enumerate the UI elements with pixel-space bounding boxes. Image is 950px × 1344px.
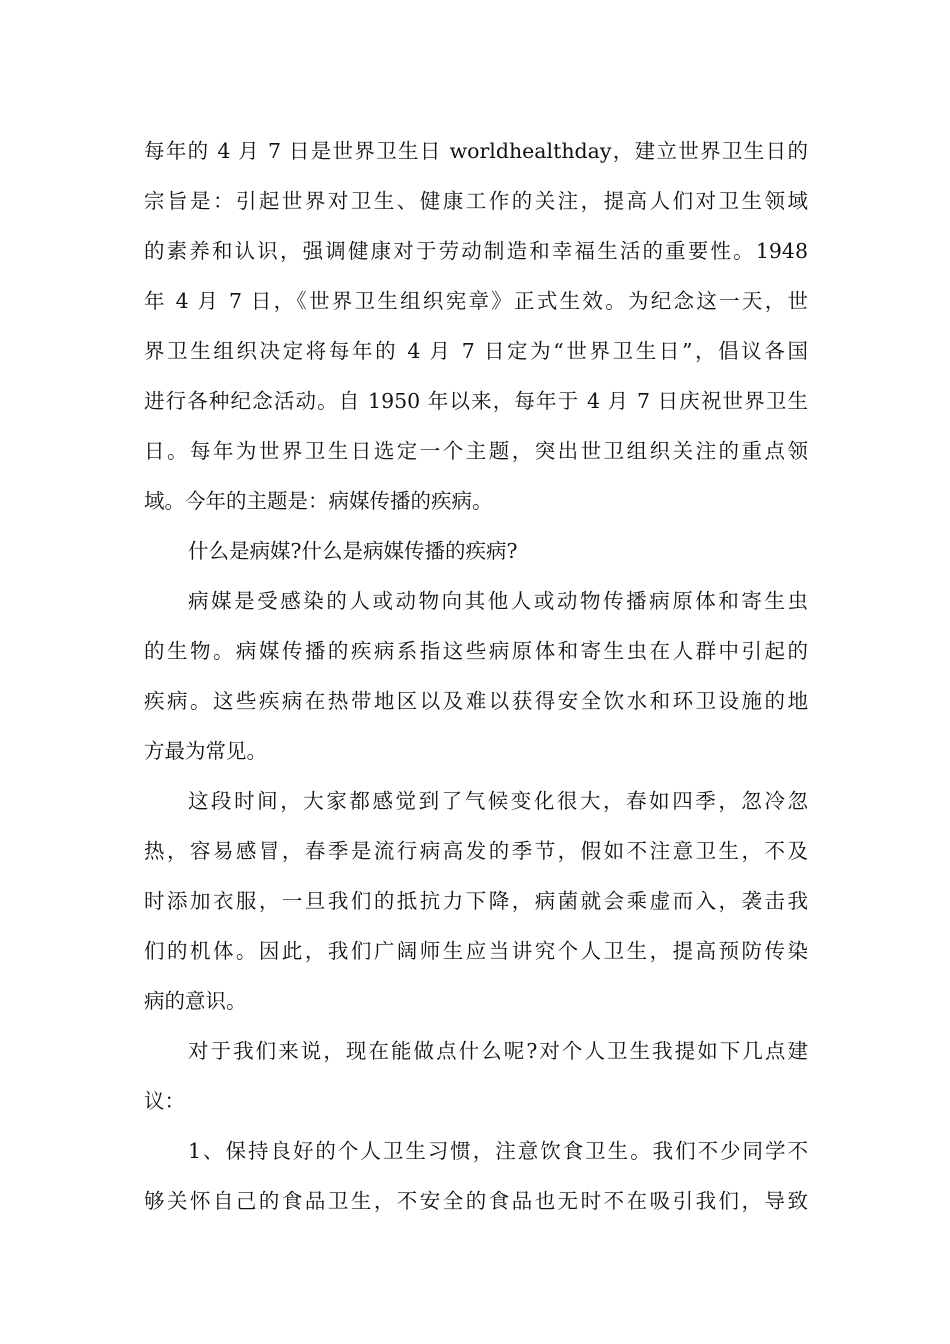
paragraph-world-health-day: [144, 126, 808, 526]
text-line: 每年的 4 月 7 日是世界卫生日 worldhealthday，建立世界卫生日的: [144, 139, 808, 163]
text-line: 对于我们来说，现在能做点什么呢?对个人卫生我提如下几点建: [188, 1039, 808, 1063]
text-line: 日。每年为世界卫生日选定一个主题，突出世卫组织关注的重点领: [144, 439, 808, 463]
paragraph-question: [144, 526, 808, 576]
text-line: 什么是病媒?什么是病媒传播的疾病?: [188, 539, 518, 563]
text-line: 方最为常见。: [144, 739, 267, 763]
document-body: [144, 126, 808, 1226]
text-line: 够关怀自己的食品卫生，不安全的食品也无时不在吸引我们，导致: [144, 1189, 808, 1213]
text-line: 时添加衣服，一旦我们的抵抗力下降，病菌就会乘虚而入，袭击我: [144, 889, 808, 913]
text-line: 界卫生组织决定将每年的 4 月 7 日定为“世界卫生日”，倡议各国: [144, 339, 808, 363]
paragraph-suggestion-1: [144, 1126, 808, 1226]
text-line: 年 4 月 7 日，《世界卫生组织宪章》正式生效。为纪念这一天，世: [144, 289, 808, 313]
text-line: 1、保持良好的个人卫生习惯，注意饮食卫生。我们不少同学不: [188, 1139, 808, 1163]
text-line: 热，容易感冒，春季是流行病高发的季节，假如不注意卫生，不及: [144, 839, 808, 863]
text-line: 域。今年的主题是：病媒传播的疾病。: [144, 489, 493, 513]
text-line: 的生物。病媒传播的疾病系指这些病原体和寄生虫在人群中引起的: [144, 639, 808, 663]
paragraph-spring-climate: [144, 776, 808, 1026]
text-line: 这段时间，大家都感觉到了气候变化很大，春如四季，忽冷忽: [188, 789, 808, 813]
text-line: 宗旨是：引起世界对卫生、健康工作的关注，提高人们对卫生领域: [144, 189, 808, 213]
text-line: 病的意识。: [144, 989, 247, 1013]
text-line: 们的机体。因此，我们广阔师生应当讲究个人卫生，提高预防传染: [144, 939, 808, 963]
text-line: 疾病。这些疾病在热带地区以及难以获得安全饮水和环卫设施的地: [144, 689, 808, 713]
text-line: 的素养和认识，强调健康对于劳动制造和幸福生活的重要性。1948: [144, 239, 808, 263]
paragraph-suggestions-intro: [144, 1026, 808, 1126]
text-line: 进行各种纪念活动。自 1950 年以来，每年于 4 月 7 日庆祝世界卫生: [144, 389, 808, 413]
text-line: 议：: [144, 1089, 185, 1113]
text-line: 病媒是受感染的人或动物向其他人或动物传播病原体和寄生虫: [188, 589, 808, 613]
paragraph-vector-definition: [144, 576, 808, 776]
